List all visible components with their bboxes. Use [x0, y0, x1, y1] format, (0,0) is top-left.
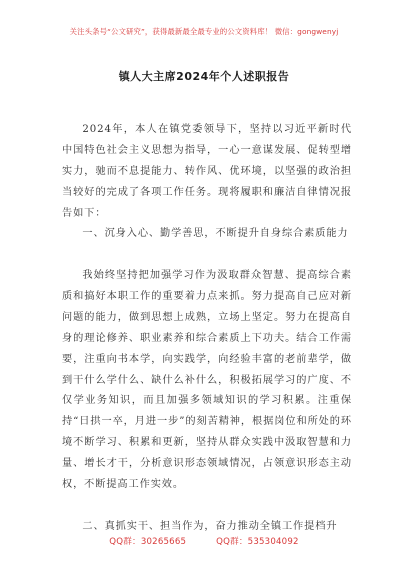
document-title: 镇人大主席2024年个人述职报告	[118, 70, 290, 83]
section-heading-1	[62, 224, 352, 245]
footer-contact	[0, 535, 408, 547]
paragraph-text: 一、沉身入心、勤学善思，不断提升自身综合素质能力	[82, 228, 349, 239]
footer-qq-group-2: QQ群：535304092	[216, 537, 299, 547]
paragraph-text: 2024年，本人在镇党委领导下，坚持以习近平新时代中国特色社会主义思想为指导，一心一意谋发展、促转型增实力，驰而不息提能力、转作风、优环境，以坚强的政治担当较好的完成了各项工作任务。现将履职和廉洁自律情况报告如下：	[62, 124, 352, 219]
paragraph-intro	[62, 120, 352, 225]
paragraph-text: 我始终坚持把加强学习作为汲取群众智慧、提高综合素质和搞好本职工作的重要着力点来抓。努力提高自己应对新问题的能力，做到思想上成熟，立场上坚定。努力在提高自身的理论修养、职业素养和综合素质上下功夫。结合工作需要，注重向书本学，向实践学，向经验丰富的老前辈学，做到干什么学什么、缺什么补什么，积极拓展学习的广度、不仅学业务知识，而且加强多领域知识的学习积累。注重保持“日拱一卒，月进一步”的刻苦精神，根据岗位和所处的环境不断学习、积累和更新，坚持从群众实践中汲取智慧和力量、增长才干，分析意识形态领域情况，占领意识形态主动权，不断提高工作实效。	[62, 270, 352, 491]
footer-qq-group-1: QQ群：30265665	[109, 537, 187, 547]
paragraph-text: 二、真抓实干、担当作为，奋力推动全镇工作提档升	[82, 521, 338, 532]
paragraph-study	[62, 266, 352, 496]
header-banner: 关注头条号“公文研究”，获得最新最全最专业的公文资料库！ 微信：gongwenyj	[69, 27, 339, 36]
